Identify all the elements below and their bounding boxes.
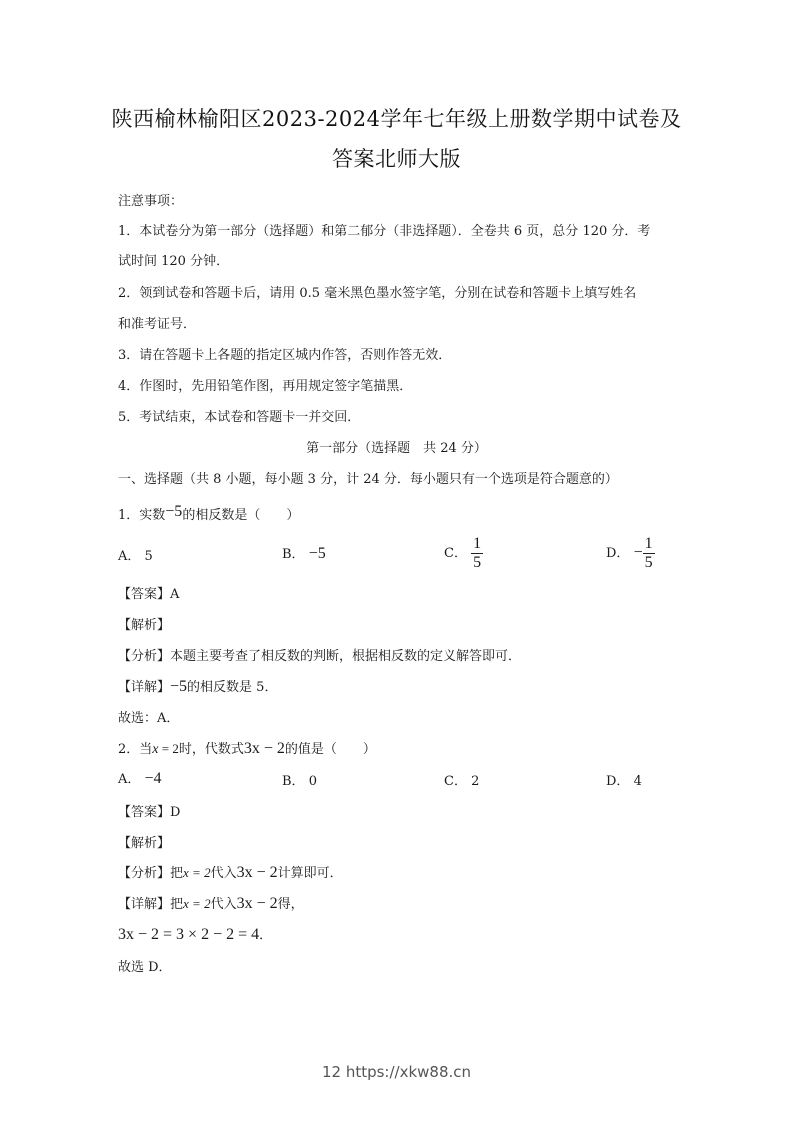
page-footer [0, 1063, 793, 1081]
question-2-option-a: A． −4 [118, 770, 162, 787]
question-1-answer: 【答案】A [118, 587, 180, 602]
question-2-option-d: D． 4 [606, 774, 642, 789]
section-heading: 一、选择题（共 8 小题，每小题 3 分，计 24 分．每小题只有一个选项是符合题意的） [118, 472, 618, 487]
notice-item: 4．作图时，先用铅笔作图，再用规定签字笔描黑． [118, 379, 413, 394]
question-1-analysis-tag: 【解析】 [118, 618, 171, 633]
math-expression: −5 [165, 503, 183, 520]
question-2-option-c: C． 2 [444, 774, 480, 789]
question-1-xiangjie: 【详解】−5的相反数是 5． [118, 678, 278, 695]
document-title-line1: 陕西榆林榆阳区2023-2024学年七年级上册数学期中试卷及 [111, 107, 682, 131]
question-1-option-c: C． $\frac{1}{5}$ [444, 535, 482, 571]
question-2-answer: 【答案】D [118, 805, 181, 820]
question-1-fenxi: 【分析】本题主要考查了相反数的判断，根据相反数的定义解答即可． [118, 649, 522, 664]
question-2-stem: 2．当x = 2时，代数式3x − 2的值是（ ） [118, 740, 376, 757]
question-1-choice: 故选：A． [118, 711, 180, 726]
math-equation: 3x − 2 = 3 × 2 − 2 = 4 [118, 926, 260, 943]
part-heading: 第一部分（选择题 共 24 分） [306, 441, 487, 456]
question-2-choice: 故选 D． [118, 960, 172, 975]
notice-item: 试时间 120 分钟． [118, 254, 230, 269]
notice-item: 和准考证号． [118, 317, 197, 332]
question-2-fenxi: 【分析】把x = 2代入3x − 2计算即可． [118, 864, 343, 881]
page-number: 12 [321, 1063, 342, 1081]
notice-item: 1．本试卷分为第一部分（选择题）和第二郁分（非选择题）．全卷共 6 页，总分 120 分．考 [118, 224, 651, 239]
fraction: $\frac{1}{5}$ [644, 535, 653, 571]
question-1-option-d: D． − $\frac{1}{5}$ [606, 535, 653, 571]
question-1-option-a: A． 5 [118, 549, 153, 564]
notice-heading: 注意事项： [118, 194, 184, 209]
question-2-xiangjie: 【详解】把x = 2代入3x − 2得， [118, 895, 304, 912]
math-expression: 3x − 2 [243, 740, 285, 757]
question-1-option-b: B． −5 [282, 545, 326, 562]
notice-item: 5．考试结束，本试卷和答题卡一并交回． [118, 410, 361, 425]
footer-url[interactable]: https://xkw88.cn [345, 1063, 472, 1081]
fraction: $\frac{1}{5}$ [473, 535, 482, 571]
document-title-line2: 答案北师大版 [332, 147, 461, 171]
question-2-equation: 3x − 2 = 3 × 2 − 2 = 4． [118, 926, 273, 943]
notice-item: 3．请在答题卡上各题的指定区城内作答，否则作答无效． [118, 348, 452, 363]
notice-item: 2．领到试卷和答题卡后，请用 0.5 毫米黑色墨水签字笔，分别在试卷和答题卡上填写姓名 [118, 286, 637, 301]
question-1-stem: 1．实数−5的相反数是（ ） [118, 503, 300, 523]
question-2-analysis-tag: 【解析】 [118, 836, 171, 851]
question-2-option-b: B． 0 [282, 774, 317, 789]
